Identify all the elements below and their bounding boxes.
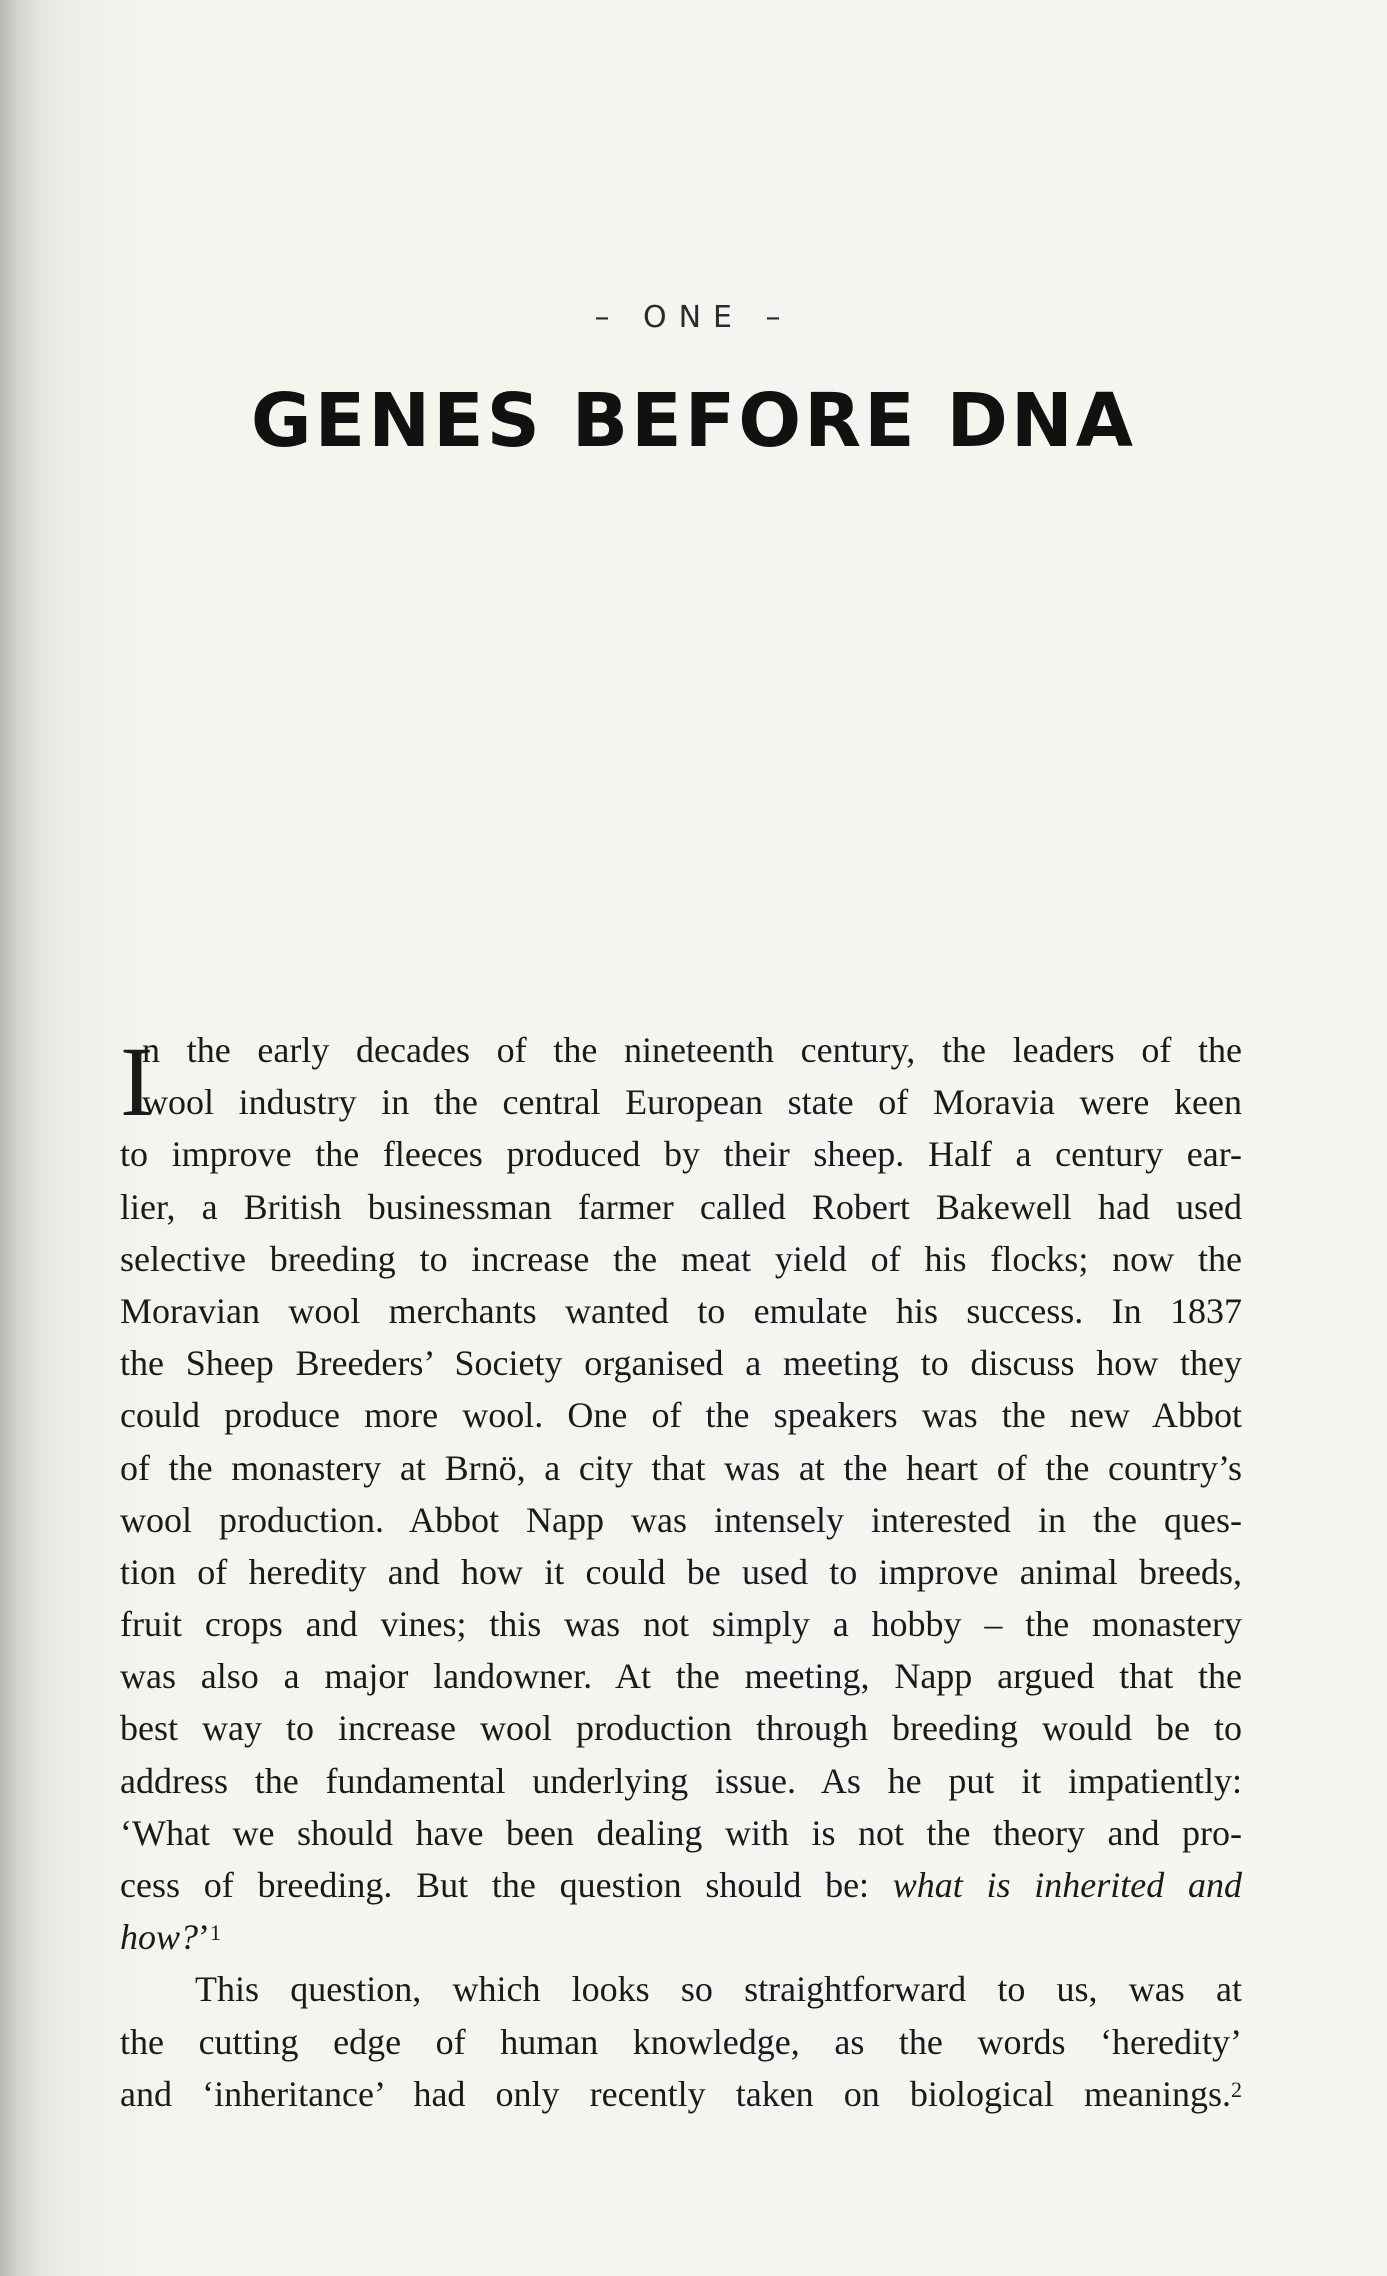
text-line [120, 1598, 1242, 1650]
text-line [120, 1546, 1242, 1598]
text-line [120, 1442, 1242, 1494]
text-line [120, 1963, 1242, 2015]
chapter-number: – ONE – [594, 300, 793, 335]
text-line [120, 1755, 1242, 1807]
text-line [120, 2068, 1242, 2120]
line-text: cess of breeding. But the question should be: [120, 1865, 893, 1905]
drop-cap: I [120, 1026, 154, 1137]
line-text: ’ [198, 1917, 211, 1958]
text-line [120, 1076, 1242, 1128]
line-text: wool industry in the central European state of Moravia were keen [142, 1082, 1242, 1123]
text-line [120, 2016, 1242, 2068]
line-text: could produce more wool. One of the speakers was the new Abbot [120, 1395, 1242, 1436]
text-line [120, 1702, 1242, 1754]
line-text: wool production. Abbot Napp was intensely interested in the ques- [120, 1499, 1242, 1540]
line-text: ‘What we should have been dealing with is not the theory and pro- [120, 1812, 1242, 1853]
line-text: Moravian wool merchants wanted to emulate his success. In 1837 [120, 1290, 1242, 1331]
text-lines [120, 1024, 1242, 2120]
text-line [120, 1859, 1242, 1911]
line-text: fruit crops and vines; this was not simply a hobby – the monastery [120, 1604, 1242, 1645]
text-line [120, 1024, 1242, 1076]
line-text: was also a major landowner. At the meeting, Napp argued that the [120, 1656, 1242, 1697]
line-text: of the monastery at Brnö, a city that was at the heart of the country’s [120, 1447, 1242, 1488]
text-line [120, 1650, 1242, 1702]
text-line [120, 1494, 1242, 1546]
line-text: the cutting edge of human knowledge, as the words ‘heredity’ [120, 2021, 1242, 2062]
line-text: This question, which looks so straightforward to us, was at [195, 1969, 1242, 2010]
text-line [120, 1337, 1242, 1389]
line-text: lier, a British businessman farmer called Robert Bakewell had used [120, 1186, 1242, 1227]
line-text: n the early decades of the nineteenth century, the leaders of the [142, 1030, 1242, 1070]
text-line [120, 1807, 1242, 1859]
footnote-ref: 2 [1231, 2076, 1242, 2102]
chapter-title: GENES BEFORE DNA [250, 378, 1137, 464]
text-line [120, 1911, 1242, 1963]
line-text: to improve the fleeces produced by their sheep. Half a century ear- [120, 1134, 1242, 1175]
line-text: selective breeding to increase the meat yield of his flocks; now the [120, 1238, 1242, 1279]
text-line [120, 1389, 1242, 1441]
text-line [120, 1181, 1242, 1233]
line-text: address the fundamental underlying issue. As he put it impatiently: [120, 1760, 1242, 1801]
body-text [120, 1024, 1242, 2120]
line-text: and ‘inheritance’ had only recently taken on biological meanings. [120, 2073, 1231, 2114]
line-text: tion of heredity and how it could be used to improve animal breeds, [120, 1551, 1242, 1592]
footnote-ref: 1 [210, 1920, 222, 1946]
line-text: the Sheep Breeders’ Society organised a meeting to discuss how they [120, 1343, 1242, 1384]
italic-text: how? [120, 1917, 199, 1958]
text-line [120, 1285, 1242, 1337]
text-line [120, 1128, 1242, 1180]
line-text: best way to increase wool production through breeding would be to [120, 1708, 1242, 1749]
text-line [120, 1233, 1242, 1285]
italic-text: what is inherited and [892, 1865, 1243, 1905]
